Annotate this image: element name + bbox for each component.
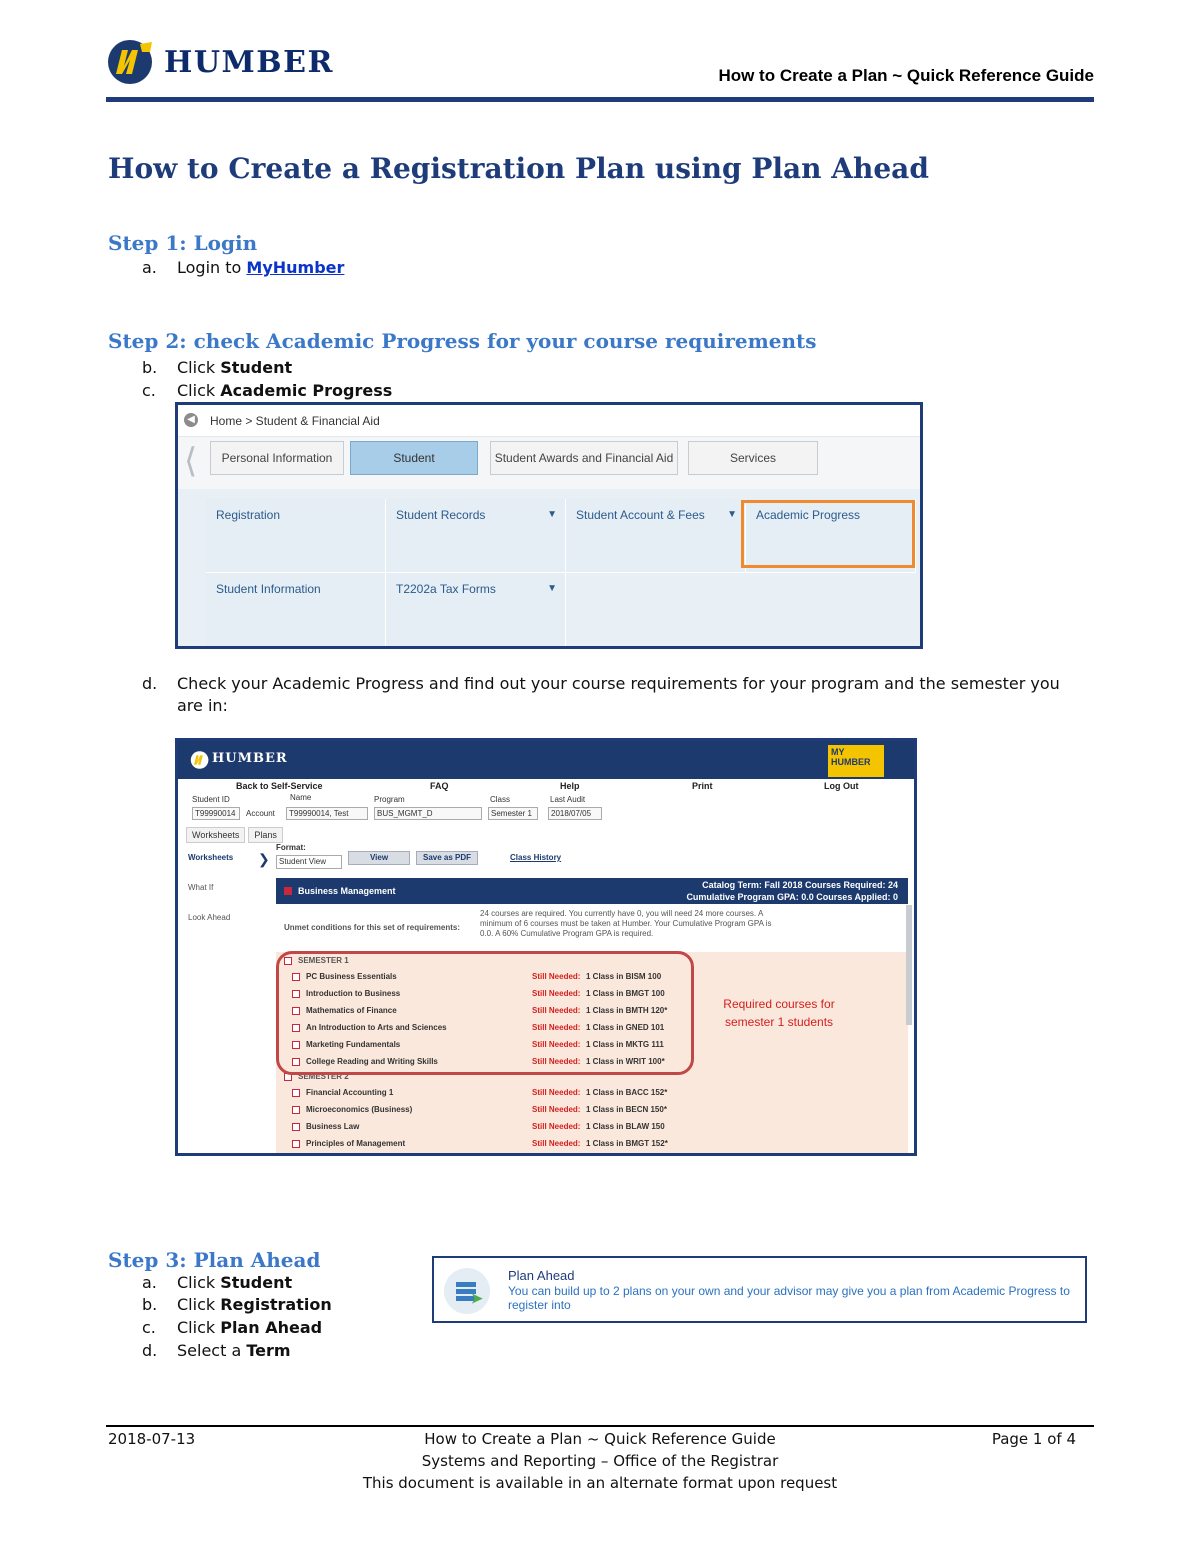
my-humber-badge: MY HUMBER <box>828 745 884 777</box>
semester-header: SEMESTER 2 <box>276 1070 908 1086</box>
dropdown-arrow-icon[interactable]: ▼ <box>727 509 737 520</box>
plan-ahead-description: You can build up to 2 plans on your own and your advisor may give you a plan from Academic Progress to register into <box>508 1284 1070 1312</box>
chevron-left-icon[interactable]: ⟨ <box>184 442 198 480</box>
footer-rule <box>106 1425 1094 1427</box>
menu-student-records[interactable]: Student Records ▼ <box>386 499 566 573</box>
tab-student[interactable]: Student <box>350 441 478 475</box>
class-history-link[interactable]: Class History <box>510 853 562 862</box>
program-requirements-bar: Business Management Catalog Term: Fall 2018 Courses Required: 24 Cumulative Program GPA: 0.0 Courses Applied: 0 <box>276 878 908 904</box>
student-info-form: Student ID T99990014 Name Account T99990014, Test Program BUS_MGMT_D Class Semester 1 Last Audit 2018/07/05 <box>178 793 914 827</box>
view-button[interactable]: View <box>348 851 410 865</box>
step3-item-c: c. Click Plan Ahead <box>142 1318 323 1337</box>
step2-item-c: c. Click Academic Progress <box>142 381 393 400</box>
student-menu-screenshot <box>175 402 923 649</box>
footer-department: Systems and Reporting – Office of the Registrar <box>421 1452 779 1470</box>
chevron-right-icon: ❯ <box>258 851 270 867</box>
tab-services[interactable]: Services <box>688 441 818 475</box>
footer-date: 2018-07-13 <box>108 1430 196 1448</box>
humber-logo <box>106 38 334 86</box>
tab-personal-information[interactable]: Personal Information <box>210 441 344 475</box>
nav-help[interactable]: Help <box>560 781 580 791</box>
required-courses-note: Required courses for semester 1 students <box>723 997 835 1029</box>
checkbox-icon <box>292 1123 300 1131</box>
nav-faq[interactable]: FAQ <box>430 781 449 791</box>
dropdown-arrow-icon[interactable]: ▼ <box>547 509 557 520</box>
collapse-icon[interactable] <box>284 887 292 895</box>
plan-ahead-title: Plan Ahead <box>508 1268 575 1283</box>
nav-logout[interactable]: Log Out <box>824 781 859 791</box>
step1-heading: Step 1: Login <box>108 231 258 255</box>
student-id-field[interactable]: T99990014 <box>192 807 240 820</box>
format-select[interactable]: Student View <box>276 855 342 869</box>
class-field[interactable]: Semester 1 <box>488 807 538 820</box>
semester1-highlight <box>276 951 694 1075</box>
worksheet-tabs <box>186 827 286 843</box>
academic-progress-highlight <box>741 500 915 568</box>
unmet-conditions: Unmet conditions for this set of requirements: 24 courses are required. You currently have 0, you will need 24 more courses. A minimum of 6 courses must be taken at Humber. Your Cumulative Program GPA is 0.0. A 60% Cumulative Program GPA is required. <box>276 905 908 951</box>
side-look-ahead[interactable]: Look Ahead <box>188 913 231 922</box>
menu-tax-forms[interactable]: T2202a Tax Forms ▼ <box>386 573 566 649</box>
worksheet-sidebar <box>178 847 276 1153</box>
table-row: Financial Accounting 1 Still Needed: 1 Class in BACC 152* <box>276 1086 908 1102</box>
table-row: Marketing Fundamentals Still Needed: 1 Class in MKTG 111 <box>276 1038 908 1054</box>
back-arrow-icon[interactable]: ◀ <box>184 413 198 427</box>
step2-item-b: b. Click Student <box>142 358 293 377</box>
dropdown-arrow-icon[interactable]: ▼ <box>547 583 557 594</box>
name-field[interactable]: T99990014, Test <box>286 807 368 820</box>
plan-ahead-tile[interactable] <box>432 1256 1087 1323</box>
myhumber-link[interactable]: MyHumber <box>246 258 345 277</box>
last-audit-field[interactable]: 2018/07/05 <box>548 807 602 820</box>
side-what-if[interactable]: What If <box>188 883 214 892</box>
checkbox-icon <box>292 1106 300 1114</box>
nav-print[interactable]: Print <box>692 781 713 791</box>
menu-student-account[interactable]: Student Account & Fees ▼ <box>566 499 746 573</box>
humber-crest-icon <box>106 38 156 86</box>
program-select[interactable]: BUS_MGMT_D <box>374 807 482 820</box>
table-row: An Introduction to Arts and Sciences Still Needed: 1 Class in GNED 101 <box>276 1021 908 1037</box>
footer-guide-title: How to Create a Plan ~ Quick Reference Guide <box>424 1430 776 1448</box>
menu-student-information[interactable]: Student Information <box>206 573 386 649</box>
tab-student-awards[interactable]: Student Awards and Financial Aid <box>490 441 678 475</box>
table-row: PC Business Essentials Still Needed: 1 Class in BISM 100 <box>276 970 908 986</box>
scrollbar[interactable] <box>906 905 912 1025</box>
checkbox-icon <box>292 1140 300 1148</box>
header-guide-title: How to Create a Plan ~ Quick Reference Guide <box>718 66 1094 85</box>
side-worksheets[interactable]: Worksheets <box>188 853 234 862</box>
plan-ahead-icon: ➤ <box>444 1268 490 1314</box>
menu-registration[interactable]: Registration <box>206 499 386 573</box>
table-row: Principles of Management Still Needed: 1 Class in BMGT 152* <box>276 1137 908 1153</box>
tab-plans[interactable]: Plans <box>248 827 283 843</box>
table-row: Introduction to Business Still Needed: 1 Class in BMGT 100 <box>276 987 908 1003</box>
nav-back[interactable]: Back to Self-Service <box>236 781 323 791</box>
header-rule <box>106 97 1094 102</box>
tab-worksheets[interactable]: Worksheets <box>186 827 245 843</box>
humber-crest-icon <box>190 750 210 770</box>
academic-progress-screenshot <box>175 738 917 1156</box>
degreeworks-nav <box>178 779 914 793</box>
save-pdf-button[interactable]: Save as PDF <box>416 851 478 865</box>
footer-page-number: Page 1 of 4 <box>991 1430 1076 1448</box>
step3-item-d: d. Select a Term <box>142 1341 291 1360</box>
table-row: Business Law Still Needed: 1 Class in BLAW 150 <box>276 1120 908 1136</box>
footer-alt-format: This document is available in an alternate format upon request <box>362 1474 838 1492</box>
logo-wordmark: HUMBER <box>164 44 334 80</box>
step3-item-a: a. Click Student <box>142 1273 293 1292</box>
step2-heading: Step 2: check Academic Progress for your course requirements <box>108 329 817 353</box>
step1-item-a: a. Login to MyHumber <box>142 258 345 277</box>
document-title: How to Create a Registration Plan using Plan Ahead <box>108 152 929 185</box>
tab-bar <box>178 437 920 489</box>
breadcrumb: ◀ Home > Student & Financial Aid <box>178 405 920 437</box>
step3-item-b: b. Click Registration <box>142 1295 332 1314</box>
semester-header: SEMESTER 1 <box>276 954 908 970</box>
checkbox-icon <box>292 1089 300 1097</box>
degreeworks-header: HUMBER MY HUMBER <box>178 741 914 779</box>
table-row: Microeconomics (Business) Still Needed: 1 Class in BECN 150* <box>276 1103 908 1119</box>
table-row: College Reading and Writing Skills Still Needed: 1 Class in WRIT 100* <box>276 1055 908 1071</box>
menu-academic-progress[interactable]: Academic Progress <box>746 499 916 573</box>
table-row: Mathematics of Finance Still Needed: 1 Class in BMTH 120* <box>276 1004 908 1020</box>
format-controls: Format: Student View View Save as PDF Class History <box>276 843 914 873</box>
step3-heading: Step 3: Plan Ahead <box>108 1248 321 1272</box>
step2-item-d: d. Check your Academic Progress and find out your course requirements for your program and the semester you are in: <box>142 674 1060 715</box>
